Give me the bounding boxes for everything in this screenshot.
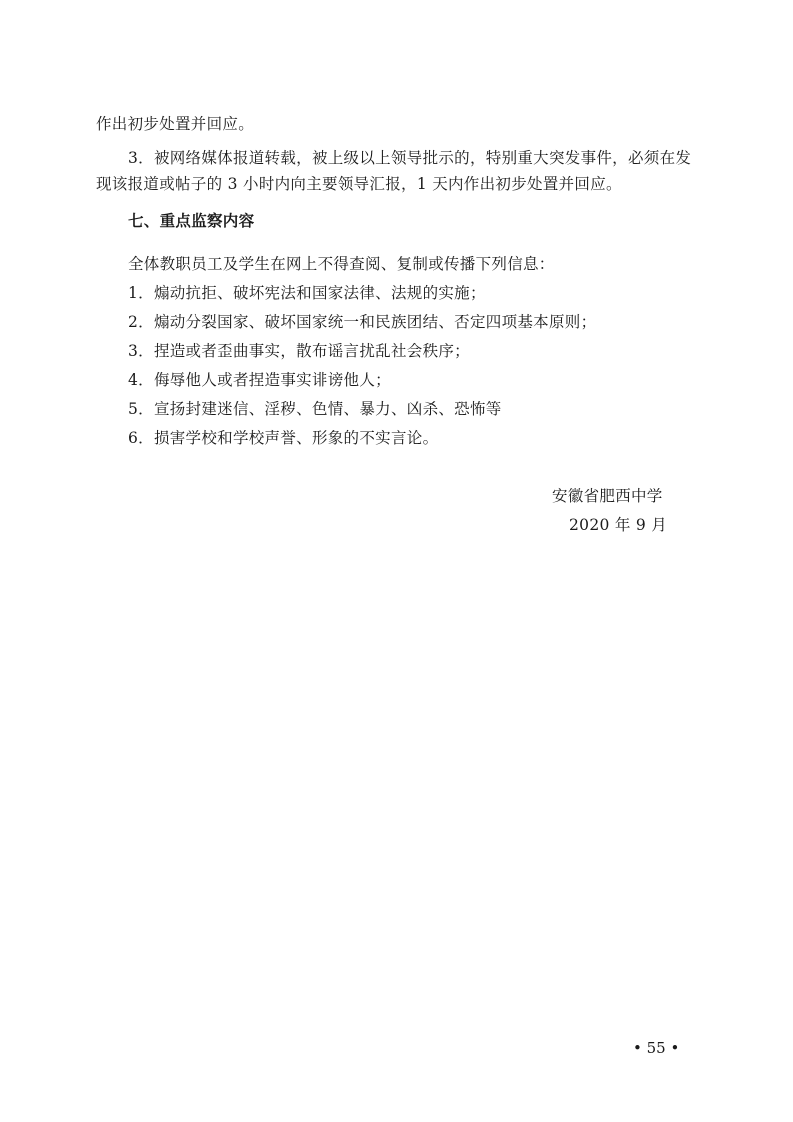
list-item: 6．损害学校和学校声誉、形象的不实言论。 xyxy=(128,429,439,447)
signature-organization: 安徽省肥西中学 xyxy=(552,487,663,505)
signature-date: 2020 年 9 月 xyxy=(569,516,668,534)
page-number: • 55 • xyxy=(633,1039,680,1057)
item-3-line-2: 现该报道或帖子的 3 小时内向主要领导汇报，1 天内作出初步处置并回应。 xyxy=(96,175,622,193)
list-item: 2．煽动分裂国家、破坏国家统一和民族团结、否定四项基本原则； xyxy=(128,313,597,331)
paragraph-continuation: 作出初步处置并回应。 xyxy=(96,115,255,133)
list-item: 1．煽动抗拒、破坏宪法和国家法律、法规的实施； xyxy=(128,284,486,302)
item-3-line-1: 3．被网络媒体报道转载，被上级以上领导批示的，特别重大突发事件，必须在发 xyxy=(128,149,692,167)
list-item: 4．侮辱他人或者捏造事实诽谤他人； xyxy=(128,371,391,389)
section-heading: 七、重点监察内容 xyxy=(128,212,255,230)
list-item: 5．宣扬封建迷信、淫秽、色情、暴力、凶杀、恐怖等 xyxy=(128,400,502,418)
section-intro: 全体教职员工及学生在网上不得查阅、复制或传播下列信息： xyxy=(128,255,555,273)
list-item: 3．捏造或者歪曲事实，散布谣言扰乱社会秩序； xyxy=(128,342,470,360)
